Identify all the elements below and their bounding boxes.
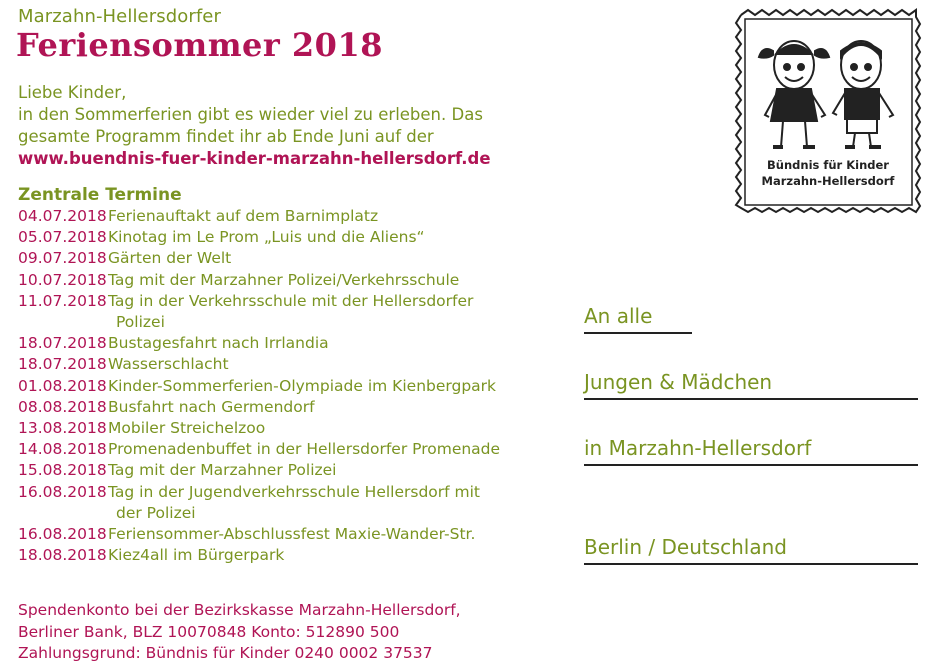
bank-line: Spendenkonto bei der Bezirkskasse Marzahn-Hellersdorf, xyxy=(18,601,461,619)
address-line-1: An alle xyxy=(584,302,692,334)
event-row xyxy=(18,482,500,503)
event-row-continuation xyxy=(18,312,500,333)
event-text: Mobiler Streichelzoo xyxy=(108,419,266,438)
event-text: Wasserschlacht xyxy=(108,355,229,374)
event-text: Tag in der Verkehrsschule mit der Hellersdorfer xyxy=(108,291,474,310)
event-text: Kinder-Sommerferien-Olympiade im Kienbergpark xyxy=(108,376,497,395)
girl-figure-icon xyxy=(759,41,829,147)
event-date: 04.07.2018 xyxy=(18,207,107,225)
bank-line: Zahlungsgrund: Bündnis für Kinder 0240 0002 37537 xyxy=(18,644,433,662)
event-row xyxy=(18,439,500,460)
bank-line: Berliner Bank, BLZ 10070848 Konto: 512890 500 xyxy=(18,622,400,641)
bank-details xyxy=(18,600,461,665)
event-date: 05.07.2018 xyxy=(18,228,107,247)
event-text: Gärten der Welt xyxy=(108,249,232,268)
event-list xyxy=(18,206,500,566)
boy-figure-icon xyxy=(833,41,893,147)
stamp-text-line2: Marzahn-Hellersdorf xyxy=(761,174,895,188)
event-date: 15.08.2018 xyxy=(18,461,107,480)
event-date: 09.07.2018 xyxy=(18,249,107,268)
event-date: 16.08.2018 xyxy=(18,482,107,501)
event-row xyxy=(18,248,500,269)
event-row xyxy=(18,291,500,312)
event-row xyxy=(18,397,500,418)
event-date: 16.08.2018 xyxy=(18,525,107,544)
event-text: Tag mit der Marzahner Polizei xyxy=(108,461,337,480)
event-text: Tag in der Jugendverkehrsschule Hellersdorf mit xyxy=(108,482,481,501)
intro-line: gesamte Programm findet ihr ab Ende Juni auf der xyxy=(18,127,434,146)
event-row xyxy=(18,227,500,248)
page-title: Feriensommer 2018 xyxy=(16,26,383,64)
event-date: 18.08.2018 xyxy=(18,546,107,565)
event-text: Feriensommer-Abschlussfest Maxie-Wander-Str. xyxy=(108,525,476,544)
event-row-continuation xyxy=(18,503,500,524)
event-date: 18.07.2018 xyxy=(18,355,107,374)
event-date: 14.08.2018 xyxy=(18,440,107,459)
event-text: Promenadenbuffet in der Hellersdorfer Promenade xyxy=(108,440,501,459)
event-text: Kinotag im Le Prom „Luis und die Aliens“ xyxy=(108,228,425,247)
event-row xyxy=(18,270,500,291)
section-heading: Zentrale Termine xyxy=(18,185,182,205)
event-text: Kiez4all im Bürgerpark xyxy=(108,546,285,565)
event-row xyxy=(18,524,500,545)
event-date: 11.07.2018 xyxy=(18,291,107,310)
event-row xyxy=(18,333,500,354)
event-text: Tag mit der Marzahner Polizei/Verkehrsschule xyxy=(108,270,460,289)
intro-line: Liebe Kinder, xyxy=(18,83,127,102)
event-row xyxy=(18,460,500,481)
event-text: Bustagesfahrt nach Irrlandia xyxy=(108,334,329,353)
event-text: der Polizei xyxy=(116,503,196,522)
address-line-2: Jungen & Mädchen xyxy=(584,368,918,400)
region-label: Marzahn-Hellersdorfer xyxy=(18,6,221,27)
event-row xyxy=(18,418,500,439)
event-date: 18.07.2018 xyxy=(18,334,107,353)
website-link[interactable]: www.buendnis-fuer-kinder-marzahn-hellersdorf.de xyxy=(18,149,491,168)
address-line-4: Berlin / Deutschland xyxy=(584,533,918,565)
stamp-logo xyxy=(733,7,923,215)
intro-text xyxy=(18,82,491,170)
event-date: 01.08.2018 xyxy=(18,376,107,395)
event-text: Polizei xyxy=(116,313,165,332)
event-row xyxy=(18,354,500,375)
event-row xyxy=(18,545,500,566)
event-row xyxy=(18,376,500,397)
event-row xyxy=(18,206,500,227)
event-date: 08.08.2018 xyxy=(18,397,107,416)
event-date: 13.08.2018 xyxy=(18,419,107,438)
event-date: 10.07.2018 xyxy=(18,270,107,289)
event-text: Ferienauftakt auf dem Barnimplatz xyxy=(108,207,379,225)
intro-line: in den Sommerferien gibt es wieder viel zu erleben. Das xyxy=(18,105,483,124)
address-line-3: in Marzahn-Hellersdorf xyxy=(584,434,918,466)
event-text: Busfahrt nach Germendorf xyxy=(108,397,315,416)
stamp-text-line1: Bündnis für Kinder xyxy=(767,158,889,172)
